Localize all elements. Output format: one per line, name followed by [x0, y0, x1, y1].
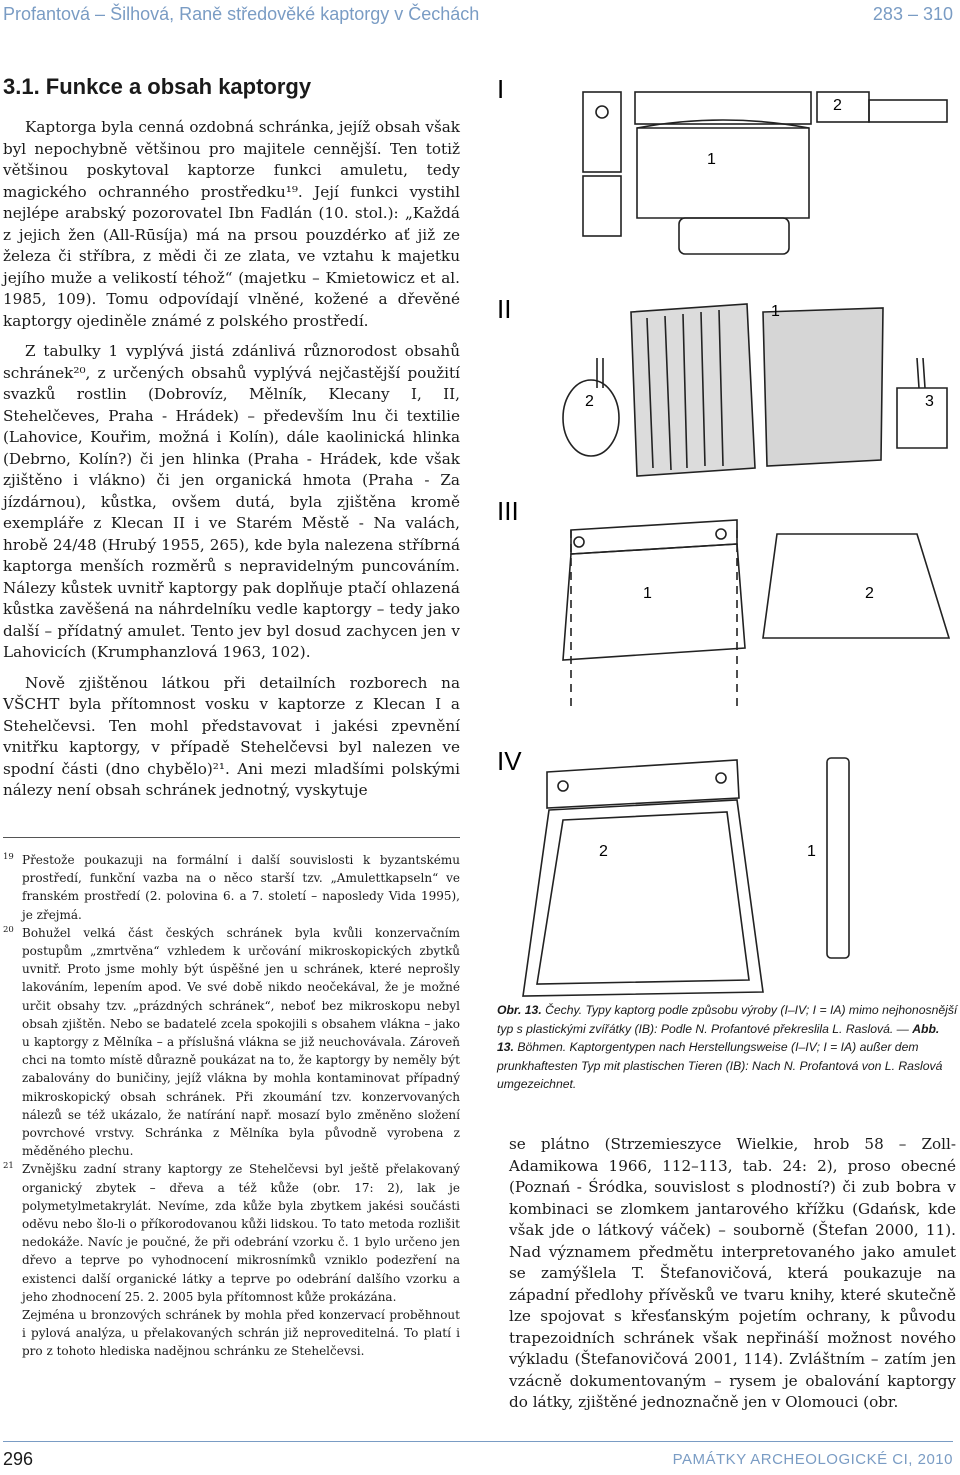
paragraph-3: Nově zjištěnou látkou při detailních rozborech na VŠCHT byla přítomnost vosku v kaptorze z Klecan I a Stehelčevsi. Ten mohl představovat i jakési zpevnění vnitřku kaptorgy, v případě Stehelčevsi byl nalezen ve spodní části (dno chybělo)²¹. Ani mezi mladšími polskými nálezy není obsah schránek jednotný, vyskytuje — [3, 673, 460, 799]
row-II-loop-wire-3 — [917, 358, 925, 388]
footnote-number: 21 — [3, 1161, 14, 1172]
running-header — [3, 2, 953, 30]
caption-label-cz: Obr. 13. — [497, 1003, 542, 1017]
row-II-number-2: 2 — [585, 393, 594, 410]
row-IV-box-front — [523, 800, 763, 996]
row-I-number-1: 1 — [707, 151, 716, 168]
row-I-drawings — [583, 92, 947, 254]
paragraph-right: se plátno (Strzemieszyce Wielkie, hrob 58 – Zoll-Adamikowa 1966, 112–113, tab. 24: 2), proso obecné (Poznań - Śródka, souvislost s plodností?) či zub bobra v kombinaci se zlomkem jantarového křížku (Gdańsk, kde však jde o látkový váček) – souborně (Štefan 2000, 11). Nad významem předmětu interpretovaného jako amulet se zamýšlela T. Štefanovičová, která poukazuje na západní předlohy přívěsků ve tvaru knihy, které skutečně lze spojovat s křesťanským pojetím ochrany, k původu trapezoidních schránek však nepřináší možnost nového výkladu (Štefanovičová 2001, 114). Zvláštním – zatím jen vzácně dokumentovaným – rysem je obalování kaptorgy do látky, zjištěné jednoznačně jen v Olomouci (obr. — [509, 1135, 956, 1411]
row-I-strip — [679, 218, 789, 254]
row-I-number-2: 2 — [833, 97, 842, 114]
row-II-number-1: 1 — [771, 303, 780, 320]
row-IV-inner-border — [537, 812, 749, 984]
body-column-right — [509, 1134, 956, 1414]
row-II-pendant-2 — [563, 380, 619, 456]
footnote-19 — [3, 851, 460, 924]
footnote-21 — [3, 1160, 460, 1360]
row-III-drawings — [563, 520, 949, 708]
row-III-number-2: 2 — [865, 585, 874, 602]
caption-label-de: Abb. 13. — [497, 1021, 940, 1055]
header-page-range: 283 – 310 — [872, 4, 953, 24]
row-III-fold-lines — [571, 530, 737, 708]
row-I-box-front — [637, 128, 809, 218]
footnotes — [3, 851, 460, 1361]
row-II-pendant-3 — [897, 388, 947, 448]
footnote-number: 20 — [3, 924, 14, 935]
caption-text-cz: Čechy. Typy kaptorg podle způsobu výroby (I–IV; I = IA) mimo nejhonosnější typ s plastickými zvířátky (IB): Podle N. Profantové překreslila L. Raslová. — — [497, 1003, 958, 1036]
row-III-number-1: 1 — [643, 585, 652, 602]
footnote-rule — [3, 837, 460, 838]
row-III-rivet-left — [574, 537, 584, 547]
row-I-clasp-arm — [869, 100, 947, 122]
row-II-number-3: 3 — [925, 393, 934, 410]
row-IV-number-1: 1 — [807, 843, 816, 860]
footnote-text: Přestože poukazuji na formální i další souvislosti k byzantskému prostředí, funkční vazba na o něco starší tzv. „Amulettkapseln“ ve franském prostředí (2. polovina 6. a 7. století – naposledy Vida 1995), je zřejmá. — [22, 853, 460, 922]
row-label-II: II — [497, 294, 512, 324]
row-I-clasp — [817, 92, 869, 122]
figure-kaptorga-types — [487, 68, 957, 998]
paragraph-2: Z tabulky 1 vyplývá jistá zdánlivá různorodost obsahů schránek²⁰, z určených obsahů vyplývá nejčastější použití svazků rostlin (Dobrovíz, Mělník, Klecany I, II, Stehelčeves, Praha - Hrádek) – především lnu či textilie (Lahovice, Kouřim, možná i Kolín), dále kaolinická hlinka (Debrno, Kolín?) či jen hlinka (Praha - Hrádek, kde však zjištěno i vlákno) či jen organická hmota (Praha - Za jízdárnou), kůstka, ovšem dutá, byla zjištěna kromě exempláře z Klecan II i ve Starém Městě - Na valách, hrobě 24/48 (Hrubý 1955, 265), kde byla nalezena stříbrná kaptorga menších rozměrů s nepravidelným puncováním. Nálezy kůstek uvnitř kaptorgy pak doplňuje ptačí ohlazená kůstka zavěšená na náhrdelníku vedle kaptorgy – tedy jako další – přídatný amulet. Tento jev byl dosud zachycen jen v Lahovicích (Krumphanzlová 1963, 102). — [3, 342, 460, 661]
row-III-box-front-2 — [763, 534, 949, 638]
row-I-side-piece-lower — [583, 176, 621, 236]
row-label-I: I — [497, 74, 505, 104]
footnote-text: Bohužel velká část českých schránek byla kvůli konzervačním postupům „zmrtvěna“ vzhledem k určování mikroskopických zbytků uvnitř. Proto jsme mohly být úspěšné jen u schránek, které neprošly lakováním, lepením apod. Ve své době nikdo neočekával, že je možné určit obsahy tzv. „prázdných schránek“, neboť bez mikroskopu nebyl obsah zjištěn. Nebo se badatelé zcela spokojili s obsahem vlákna – jako u kaptorgy z Mělníka – a příslušná vlákna se již neuchovávala. Zároveň chci na tomto místě důrazně poukázat na to, že kaptorgy by neměly být zabalovány do buničiny, jejíž vlákna by mohla kontaminovat případný mikroskopický obsah schránek. Při zkoumání tzv. konzervovaných nálezů se též ukázalo, že natírání např. mosazí bylo změněno složení povrchové vrstvy. Schránka z Mělníka byla původně vyrobena z měděného plechu. — [22, 925, 460, 1159]
row-I-rivet — [596, 106, 608, 118]
row-IV-side-strip — [827, 758, 849, 958]
row-III-rivet-right — [716, 529, 726, 539]
row-II-box-fragment-1 — [763, 308, 883, 466]
footnote-text: Zvnějšku zadní strany kaptorgy ze Stehelčevsi byl ještě přelakovaný organický zbytek – dřeva a též kůže (obr. 17: 2), lak je polymetylmetakrylát. Nevíme, zda kůže byla zbytkem jakési součásti oděvu nebo šlo-li o příkorodovanou kůži lidskou. To tato metoda rozlišit nedokáže. Navíc je poučné, že při odebrání vzorku č. 1 bylo určeno jen dřevo a teprve po vyhodnocení mikrosnímků vzniklo podezření na existenci další organické látky a teprve po odebrání dalšího vzorku a jeho zhodnocení 25. 2. 2005 byla přítomnost kůže prokázána. — [22, 1162, 460, 1304]
row-I-side-piece — [583, 92, 621, 172]
row-IV-rivet-left — [558, 781, 568, 791]
section-title: 3.1. Funkce a obsah kaptorgy — [3, 74, 312, 99]
footnote-20 — [3, 924, 460, 1161]
row-IV-drawings — [523, 758, 849, 996]
row-III-box-front-1 — [563, 544, 745, 660]
figure-drawing — [487, 68, 957, 998]
row-II-drawings — [563, 304, 947, 476]
figure-caption — [497, 1001, 959, 1094]
paragraph-1: Kaptorga byla cenná ozdobná schránka, jejíž obsah však byl nepochybně většinou pro majitele cennější. Ten totiž většinou poskytoval kaptorze funkci amuletu, tedy magického ochranného prostředku¹⁹. Její funkci vystihl nejlépe arabský pozorovatel Ibn Fadlán (10. stol.): „Každá z jejich žen (All-Rūsíja) má na prsou pouzdérko ať již ze železa či stříbra, z mědi či ze zlata, ve vztahu k majetku jejího muže a velikostí téhož“ (majetku – Kmietowicz et al. 1985, 109). Tomu odpovídají vlněné, kožené a dřevěné kaptorgy ojediněle známé z polského prostředí. — [3, 118, 460, 330]
page-number: 296 — [3, 1449, 34, 1469]
caption-text-de: Böhmen. Kaptorgentypen nach Herstellungsweise (I–IV; I = IA) außer dem prunkhaftesten Typ mit plastischen Tieren (IB): Nach N. Profantová von L. Raslová umgezeichnet. — [497, 1040, 943, 1092]
row-IV-number-2: 2 — [599, 843, 608, 860]
body-column-left — [3, 117, 460, 802]
page-footer — [3, 1441, 953, 1471]
footnote-text-extra: Zejména u bronzových schránek by mohla před konzervací proběhnout i pylová analýza, u přelakovaných schrán již neproveditelná. To platí i pro z tohoto hlediska nadějnou schránku ze Stehelčevsi. — [22, 1308, 460, 1359]
row-label-IV: IV — [497, 746, 522, 776]
journal-name: PAMÁTKY ARCHEOLOGICKÉ CI, 2010 — [672, 1451, 953, 1468]
header-authors-title: Profantová – Šilhová, Raně středověké kaptorgy v Čechách — [3, 4, 480, 24]
footer-rule — [3, 1441, 953, 1442]
row-label-III: III — [497, 496, 519, 526]
row-IV-rivet-right — [716, 773, 726, 783]
footnote-number: 19 — [3, 852, 14, 862]
